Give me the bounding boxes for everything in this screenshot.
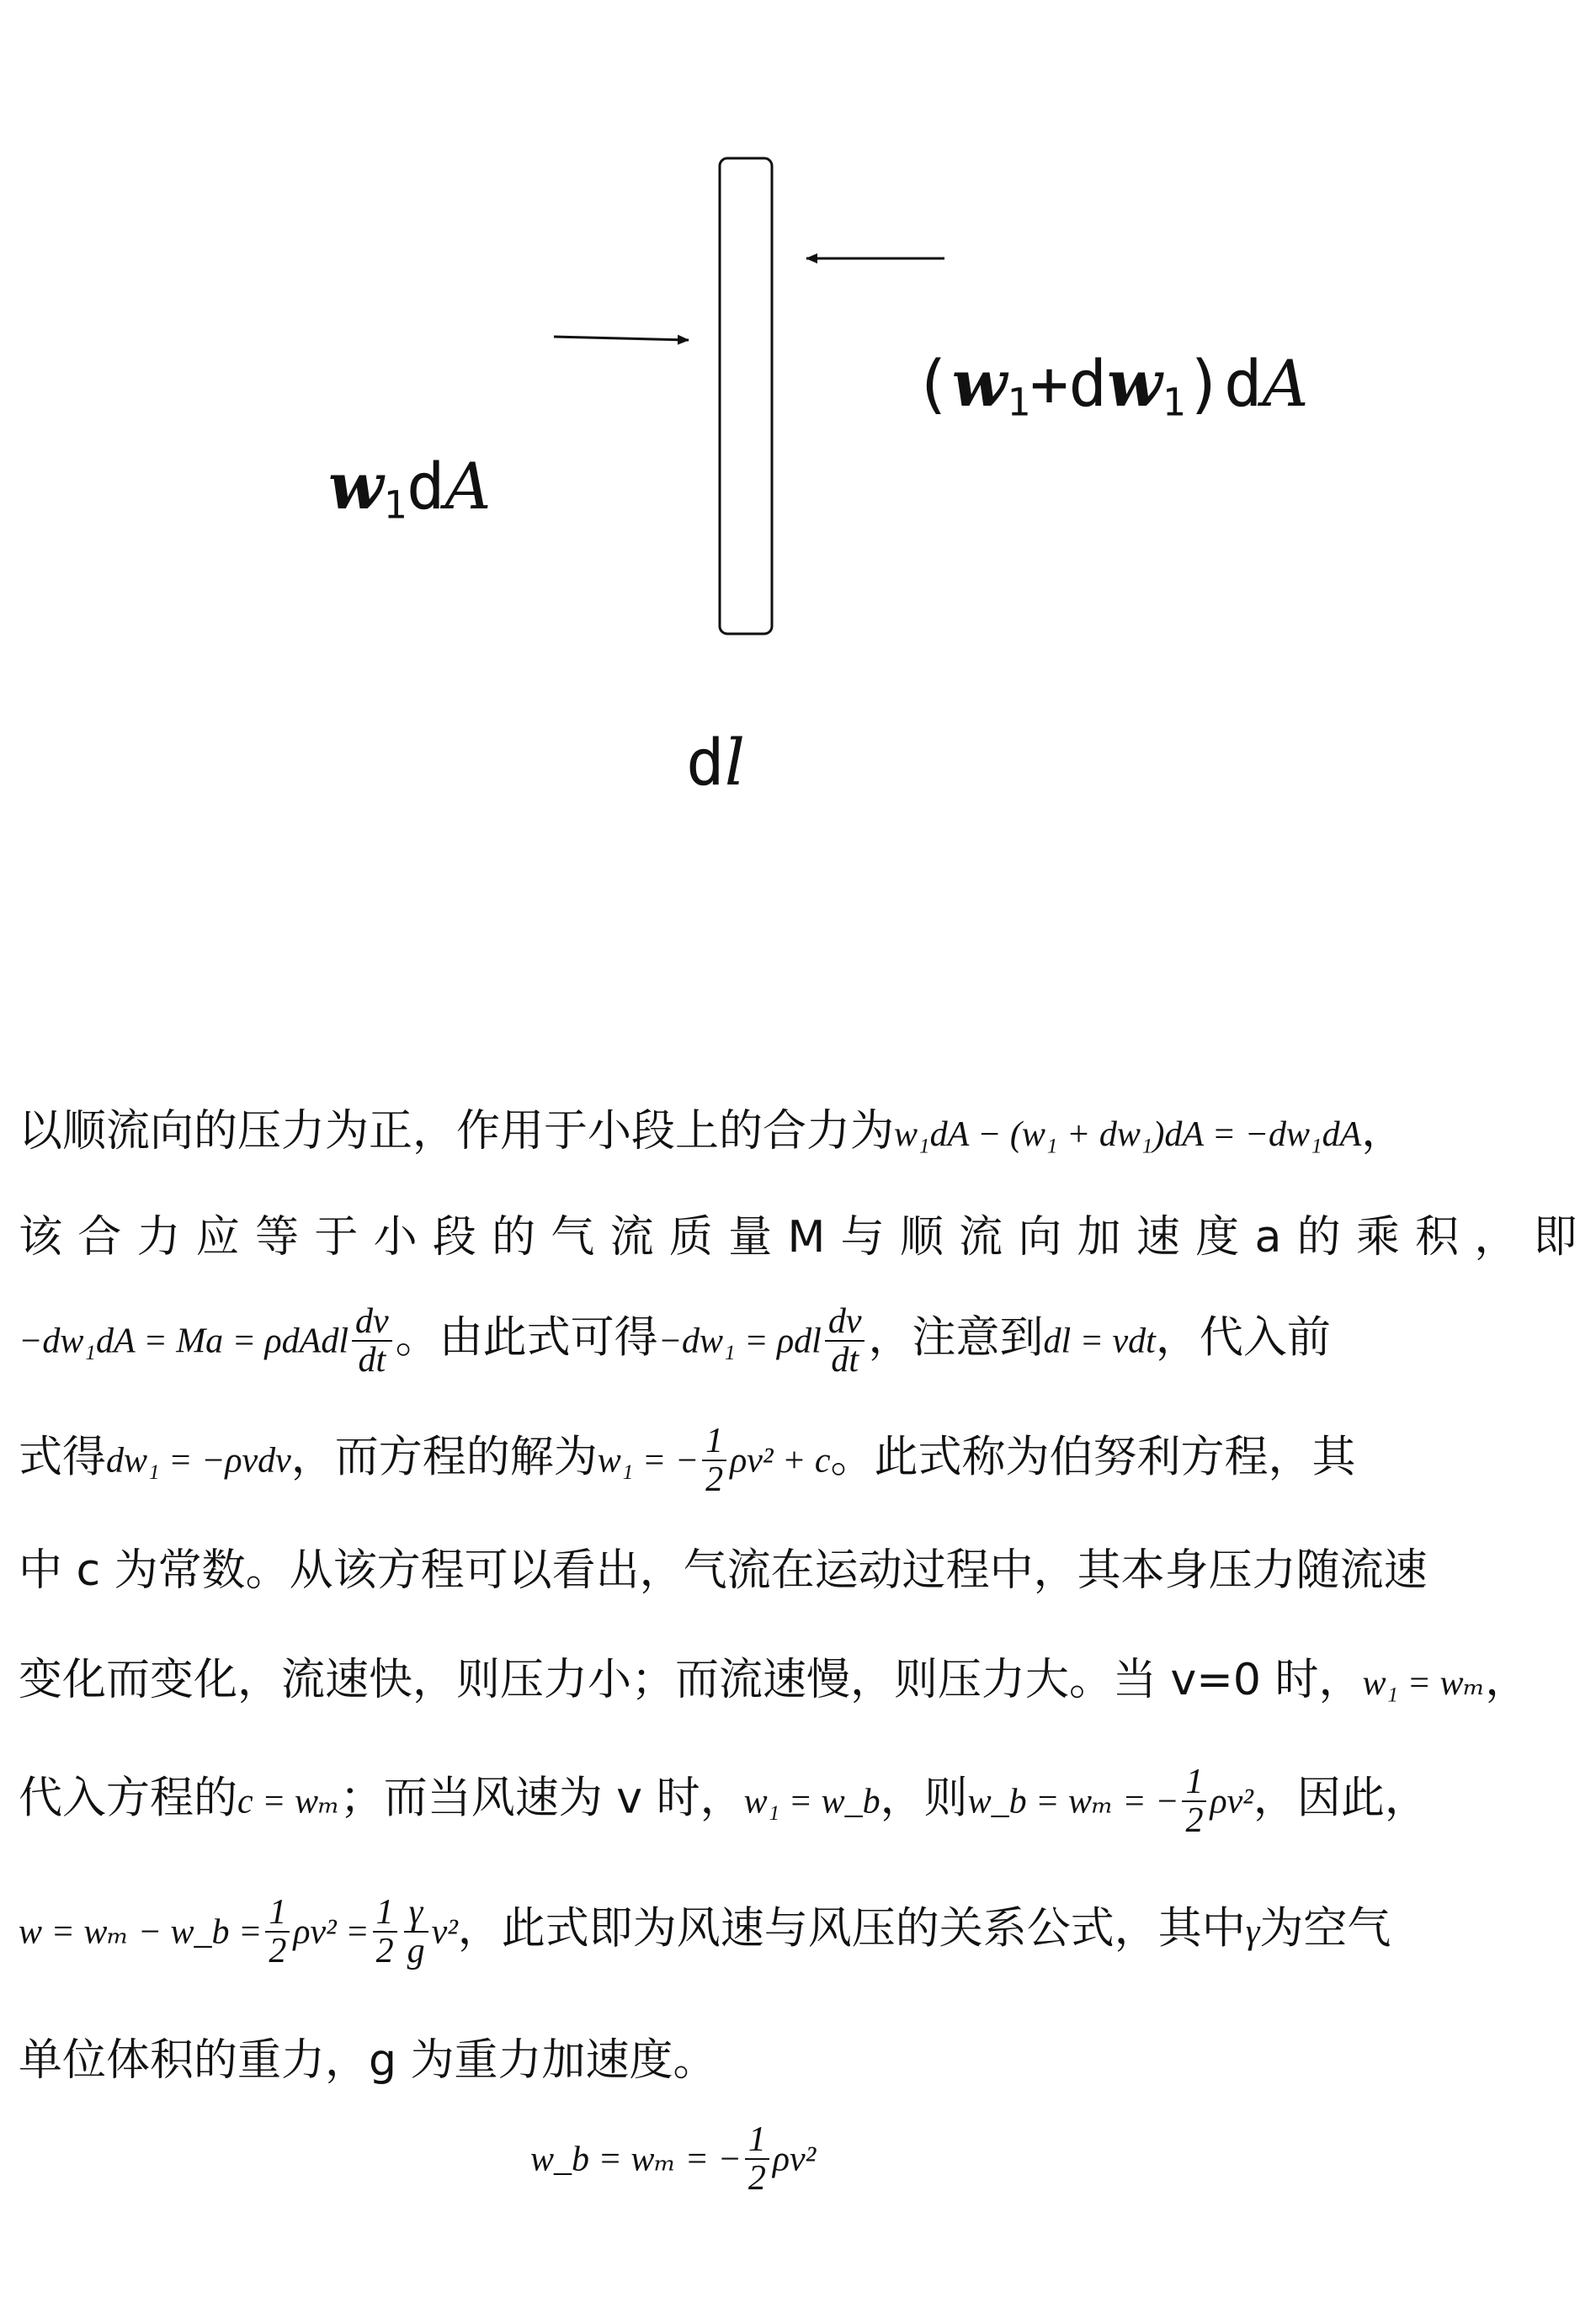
text-run: ，代入前	[1155, 1312, 1331, 1364]
fraction-numerator: dv	[825, 1303, 865, 1342]
arrow-right-icon	[554, 337, 689, 340]
text-run: 变化而变化，流速快，则压力小；而流速慢，则压力大。当 v=0 时，	[19, 1655, 1363, 1705]
spread-char: 于	[314, 1212, 359, 1263]
spread-char: 的	[1296, 1212, 1341, 1263]
math-rho-v2: ρv²	[772, 2140, 817, 2179]
fraction-denominator: dt	[831, 1341, 859, 1380]
math-v2: v²	[431, 1912, 458, 1952]
fraction-denominator: 2	[705, 1460, 724, 1500]
fraction-denominator: dt	[358, 1341, 386, 1380]
text-run: ，而方程的解为	[290, 1432, 598, 1483]
spread-char: 的	[492, 1212, 536, 1263]
math-solution: w₁ = −	[597, 1441, 700, 1481]
fraction-denominator: 2	[375, 1932, 394, 1971]
spread-char: 流	[609, 1212, 654, 1263]
spread-char: 乘	[1355, 1212, 1400, 1263]
spread-char: 气	[551, 1212, 595, 1263]
math-differential: dw₁ = −ρvdv	[106, 1441, 291, 1481]
paragraph-line-9	[19, 2035, 1577, 2086]
spread-char: 力	[136, 1212, 181, 1263]
final-equation	[530, 2121, 816, 2197]
spread-char: 段	[432, 1212, 476, 1263]
spread-char: 质	[668, 1212, 713, 1263]
fraction-numerator: γ	[404, 1894, 428, 1933]
label-plus-d: +d	[1029, 346, 1108, 421]
label-A: A	[444, 449, 492, 524]
paragraph-line-6	[19, 1655, 1577, 1705]
spread-char: 小	[373, 1212, 418, 1263]
fraction-numerator: 1	[1182, 1763, 1206, 1802]
label-close-d: )d	[1185, 346, 1263, 421]
spread-char: ，	[1474, 1212, 1519, 1263]
fraction-half	[745, 2121, 769, 2197]
text-run: 式得	[19, 1432, 107, 1483]
spread-char: a	[1254, 1212, 1282, 1263]
spread-char: 加	[1077, 1212, 1121, 1263]
math-rho-v2: ρv² =	[293, 1912, 370, 1952]
spread-char: 量	[728, 1212, 773, 1263]
fraction-numerator: 1	[702, 1423, 726, 1461]
label-sub: 1	[1007, 380, 1030, 425]
math-dl: dl = vdt	[1043, 1322, 1156, 1361]
fraction-denominator: 2	[269, 1932, 287, 1971]
fraction-denominator: 2	[747, 2159, 766, 2199]
paragraph-line-1	[19, 1106, 1577, 1157]
math-wb-wm: w_b = wₘ = −	[967, 1782, 1179, 1821]
text-run: ，注意到	[868, 1312, 1044, 1364]
spread-char: 合	[77, 1212, 122, 1263]
spread-char: 等	[255, 1212, 300, 1263]
spread-char: 向	[1018, 1212, 1062, 1263]
fluid-segment-rect	[720, 158, 772, 634]
fraction-gamma-g	[404, 1894, 428, 1970]
fraction-half	[265, 1894, 290, 1970]
label-w: w	[1107, 346, 1162, 421]
math-gamma: γ	[1245, 1912, 1260, 1952]
spread-line	[19, 1212, 1577, 1263]
fraction-dv-dt	[825, 1303, 865, 1379]
label-sub: 1	[383, 482, 407, 528]
label-d: d	[686, 725, 725, 800]
text-run: 。由此式可得	[395, 1312, 658, 1364]
paragraph-line-2	[19, 1212, 1577, 1263]
math-c-wm: c = wₘ	[237, 1782, 340, 1821]
fraction-dv-dt	[352, 1303, 392, 1379]
fraction-half	[1182, 1763, 1206, 1839]
text-run: 单位体积的重力，g 为重力加速度。	[19, 2035, 717, 2086]
fraction-denominator: 2	[1185, 1801, 1204, 1841]
fraction-half	[702, 1423, 726, 1498]
spread-char: 积	[1415, 1212, 1460, 1263]
math-wb-wm: w_b = wₘ = −	[530, 2140, 742, 2179]
math-momentum: −dw₁dA = Ma = ρdAdl	[19, 1322, 349, 1361]
fraction-numerator: 1	[745, 2121, 769, 2160]
spread-char: 该	[19, 1212, 63, 1263]
label-A: A	[1262, 346, 1309, 421]
math-dw: −dw₁ = ρdl	[657, 1322, 822, 1361]
paragraph-line-3	[19, 1303, 1577, 1379]
text-run: 中 c 为常数。从该方程可以看出，气流在运动过程中，其本身压力随流速	[19, 1545, 1428, 1596]
math-wind-pressure: w = wₘ − w_b =	[19, 1912, 263, 1952]
text-run: 以顺流向的压力为正，作用于小段上的合力为	[19, 1106, 895, 1157]
label-paren: (	[913, 346, 952, 421]
label-w: w	[328, 449, 384, 524]
text-run: 。此式称为伯努利方程，其	[830, 1432, 1356, 1483]
label-sub: 1	[1162, 380, 1186, 425]
text-run: ，则	[880, 1773, 968, 1824]
paragraph-line-7	[19, 1763, 1577, 1839]
spread-char: 与	[840, 1212, 885, 1263]
fraction-numerator: 1	[373, 1894, 397, 1933]
text-run: ，此式即为风速与风压的关系公式，其中	[457, 1903, 1246, 1954]
text-run: 代入方程的	[19, 1773, 238, 1824]
spread-char: 应	[195, 1212, 240, 1263]
label-d: d	[406, 449, 445, 524]
spread-char: 即	[1533, 1212, 1577, 1263]
text-run: 为空气	[1259, 1903, 1391, 1954]
fraction-half	[373, 1894, 397, 1970]
label-left-pressure	[328, 449, 492, 528]
math-net-force: w₁dA − (w₁ + dw₁)dA = −dw₁dA	[894, 1115, 1362, 1154]
spread-char: 流	[959, 1212, 1003, 1263]
spread-char: 顺	[899, 1212, 944, 1263]
label-w: w	[951, 346, 1008, 421]
label-right-pressure	[913, 346, 1309, 425]
spread-char: 速	[1136, 1212, 1180, 1263]
text-run: ，	[1485, 1655, 1530, 1705]
spread-char: M	[787, 1212, 826, 1263]
math-w1-wb: w₁ = w_b	[743, 1782, 880, 1821]
paragraph-line-4	[19, 1423, 1577, 1498]
math-w1-wm: w₁ = wₘ	[1362, 1664, 1486, 1703]
paragraph-line-8	[19, 1894, 1577, 1970]
text-run: ，	[1361, 1106, 1406, 1157]
fraction-denominator: g	[407, 1932, 425, 1971]
spread-char: 度	[1195, 1212, 1240, 1263]
fraction-numerator: dv	[352, 1303, 392, 1342]
label-l: l	[724, 725, 746, 800]
diagram-canvas	[0, 0, 1596, 842]
text-run: ，因此，	[1253, 1773, 1428, 1824]
fraction-numerator: 1	[265, 1894, 290, 1933]
label-segment-length	[686, 725, 746, 800]
text-run: ；而当风速为 v 时，	[339, 1773, 744, 1824]
paragraph-line-5	[19, 1545, 1577, 1596]
math-rho-v2: ρv²	[1210, 1782, 1253, 1821]
pressure-diagram	[0, 0, 1596, 842]
math-solution-rest: ρv² + c	[730, 1441, 831, 1481]
